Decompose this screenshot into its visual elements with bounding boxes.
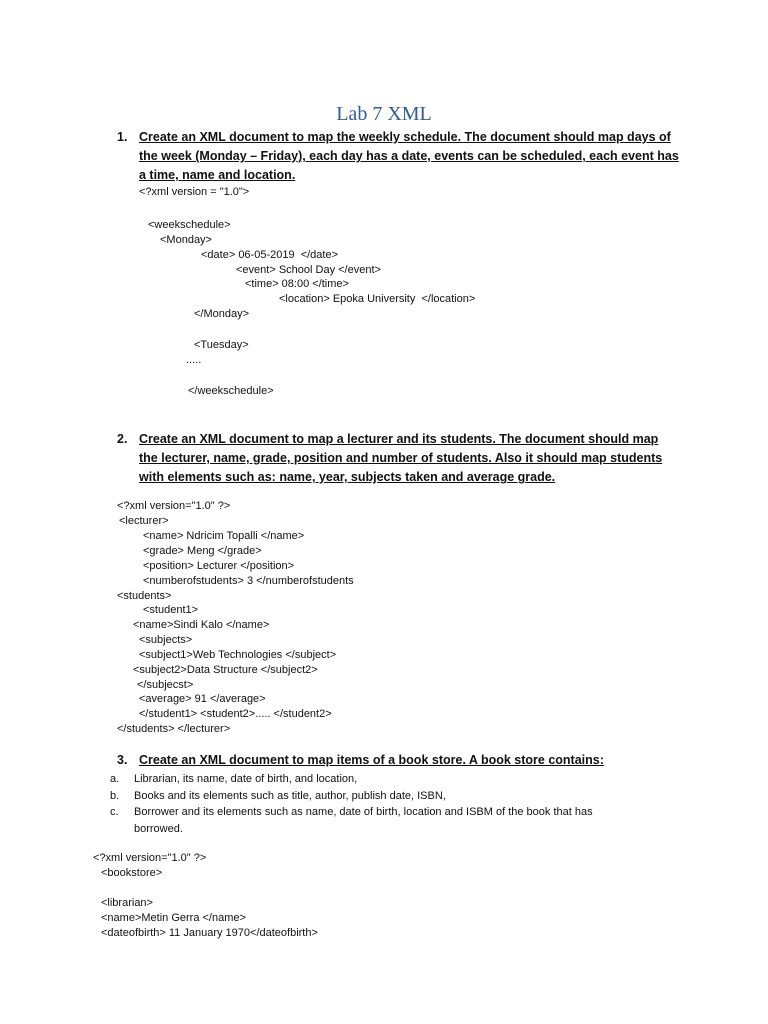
code-line: <location> Epoka University </location>: [279, 293, 476, 305]
code-line: <weekschedule>: [148, 219, 231, 231]
code-line: <average> 91 </average>: [139, 693, 266, 705]
code-line: <librarian>: [101, 897, 153, 909]
code-line: </Monday>: [194, 308, 250, 320]
code-line: </weekschedule>: [188, 385, 274, 397]
question-2-line-1: Create an XML document to map a lecturer and its students. The document should map: [139, 432, 659, 446]
code-line: <time> 08:00 </time>: [245, 278, 349, 290]
code-line: <?xml version="1.0" ?>: [93, 852, 207, 864]
code-line: <?xml version = "1.0">: [139, 186, 250, 198]
page-title: Lab 7 XML: [336, 103, 432, 125]
code-line: </students> </lecturer>: [117, 723, 231, 735]
list-item-letter: c.: [110, 806, 119, 818]
code-line: <dateofbirth> 11 January 1970</dateofbirth>: [101, 927, 318, 939]
code-line: <subject1>Web Technologies </subject>: [139, 649, 337, 661]
code-line: <bookstore>: [101, 867, 163, 879]
code-line: <name>Metin Gerra </name>: [101, 912, 246, 924]
question-1-line-1: Create an XML document to map the weekly schedule. The document should map days of: [139, 130, 671, 144]
list-item-letter: b.: [110, 790, 120, 802]
code-line: <Tuesday>: [194, 339, 249, 351]
code-line: <students>: [117, 590, 172, 602]
code-line: <numberofstudents> 3 </numberofstudents: [143, 575, 354, 587]
list-item-letter: a.: [110, 773, 120, 785]
question-3-number: 3.: [117, 753, 128, 767]
question-2-line-2: the lecturer, name, grade, position and number of students. Also it should map students: [139, 451, 663, 465]
question-1-line-2: the week (Monday – Friday), each day has a date, events can be scheduled, each event has: [139, 149, 679, 163]
code-line: <grade> Meng </grade>: [143, 545, 262, 557]
code-line: <?xml version="1.0" ?>: [117, 500, 231, 512]
question-2-line-3: with elements such as: name, year, subjects taken and average grade.: [139, 470, 556, 484]
question-3-line: Create an XML document to map items of a book store. A book store contains:: [139, 753, 604, 767]
list-item: Borrower and its elements such as name, date of birth, location and ISBM of the book that has: [134, 806, 593, 818]
code-line: </student1> <student2>..... </student2>: [139, 708, 332, 720]
code-line: <name>Sindi Kalo </name>: [133, 619, 270, 631]
code-line: <subjects>: [139, 634, 193, 646]
code-line: <name> Ndricim Topalli </name>: [143, 530, 305, 542]
list-item-continuation: borrowed.: [134, 823, 183, 835]
code-line: </subjecst>: [137, 679, 194, 691]
list-item: Books and its elements such as title, author, publish date, ISBN,: [134, 790, 446, 802]
code-line: <event> School Day </event>: [236, 264, 381, 276]
code-line: <Monday>: [160, 234, 212, 246]
code-line: <date> 06-05-2019 </date>: [201, 249, 339, 261]
code-line: .....: [186, 354, 202, 366]
list-item: Librarian, its name, date of birth, and location,: [134, 773, 358, 785]
code-line: <subject2>Data Structure </subject2>: [133, 664, 318, 676]
code-line: <student1>: [143, 604, 199, 616]
question-1-number: 1.: [117, 130, 128, 144]
code-line: <position> Lecturer </position>: [143, 560, 295, 572]
question-2-number: 2.: [117, 432, 128, 446]
code-line: <lecturer>: [119, 515, 169, 527]
question-1-line-3: a time, name and location.: [139, 168, 296, 182]
